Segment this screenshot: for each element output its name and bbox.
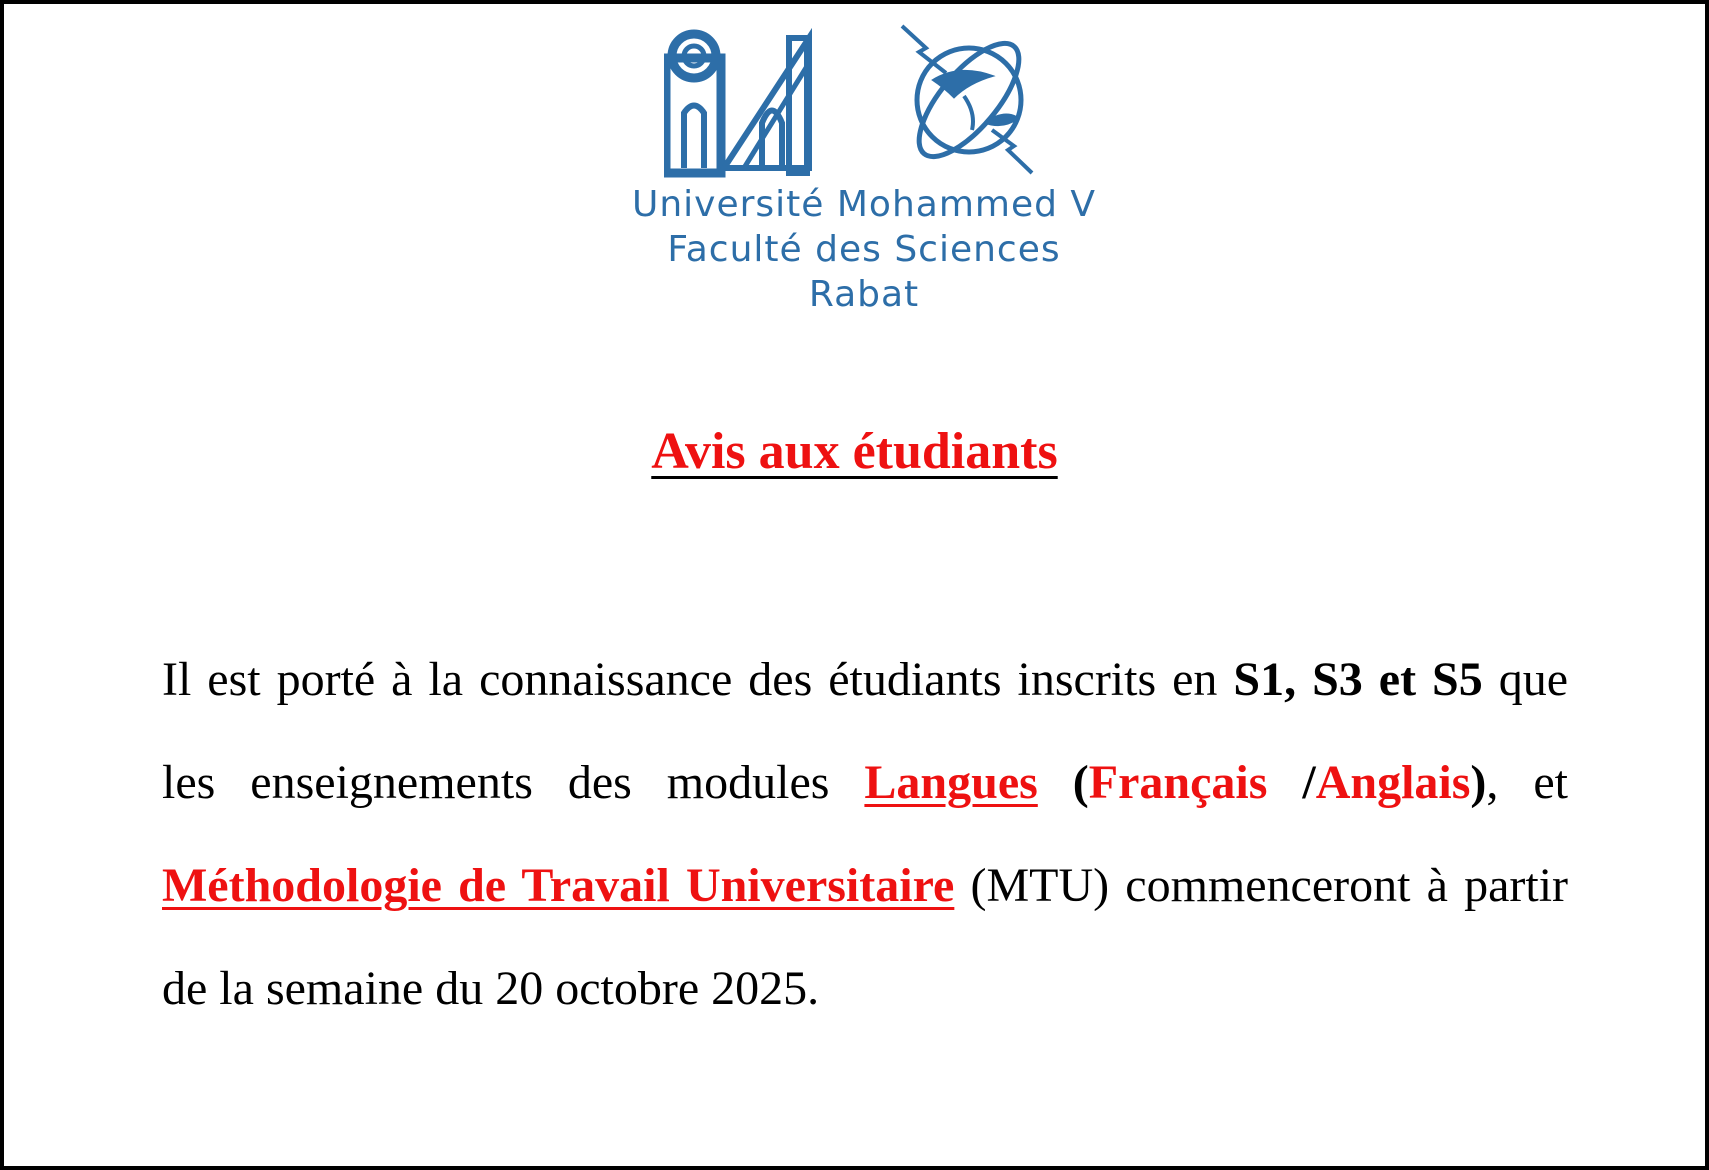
- university-name: Université Mohammed V: [631, 184, 1097, 225]
- module-mtu: Méthodologie de Travail Universitaire: [162, 859, 955, 912]
- logos: [664, 18, 1074, 178]
- modules-text: que les enseignements des modules: [162, 653, 1569, 809]
- closing-text: (MTU) commenceront à partir de la semaine du 20 octobre 2025.: [162, 859, 1569, 1015]
- connector-text: , et: [1486, 756, 1569, 809]
- module-francais: Français: [1088, 756, 1268, 809]
- notice-title: [4, 422, 1705, 481]
- semester-s3-s5: S3 et S5: [1312, 653, 1483, 706]
- faculty-globe-logo: [902, 26, 1035, 173]
- open-paren: (: [1072, 756, 1089, 809]
- module-anglais: Anglais: [1315, 756, 1471, 809]
- close-paren: ): [1470, 756, 1487, 809]
- slash: /: [1267, 756, 1316, 809]
- notice-body: [162, 628, 1568, 1040]
- faculty-name: Faculté des Sciences: [667, 229, 1061, 270]
- notice-title-text: Avis aux étudiants: [651, 423, 1058, 480]
- semester-s1: S1,: [1233, 653, 1297, 706]
- university-arch-logo: [666, 34, 809, 173]
- university-name-block: [524, 182, 1204, 317]
- city-name: Rabat: [808, 274, 920, 315]
- intro-text: Il est porté à la connaissance des étudiants inscrits en: [162, 653, 1234, 706]
- module-langues: Langues: [864, 756, 1038, 809]
